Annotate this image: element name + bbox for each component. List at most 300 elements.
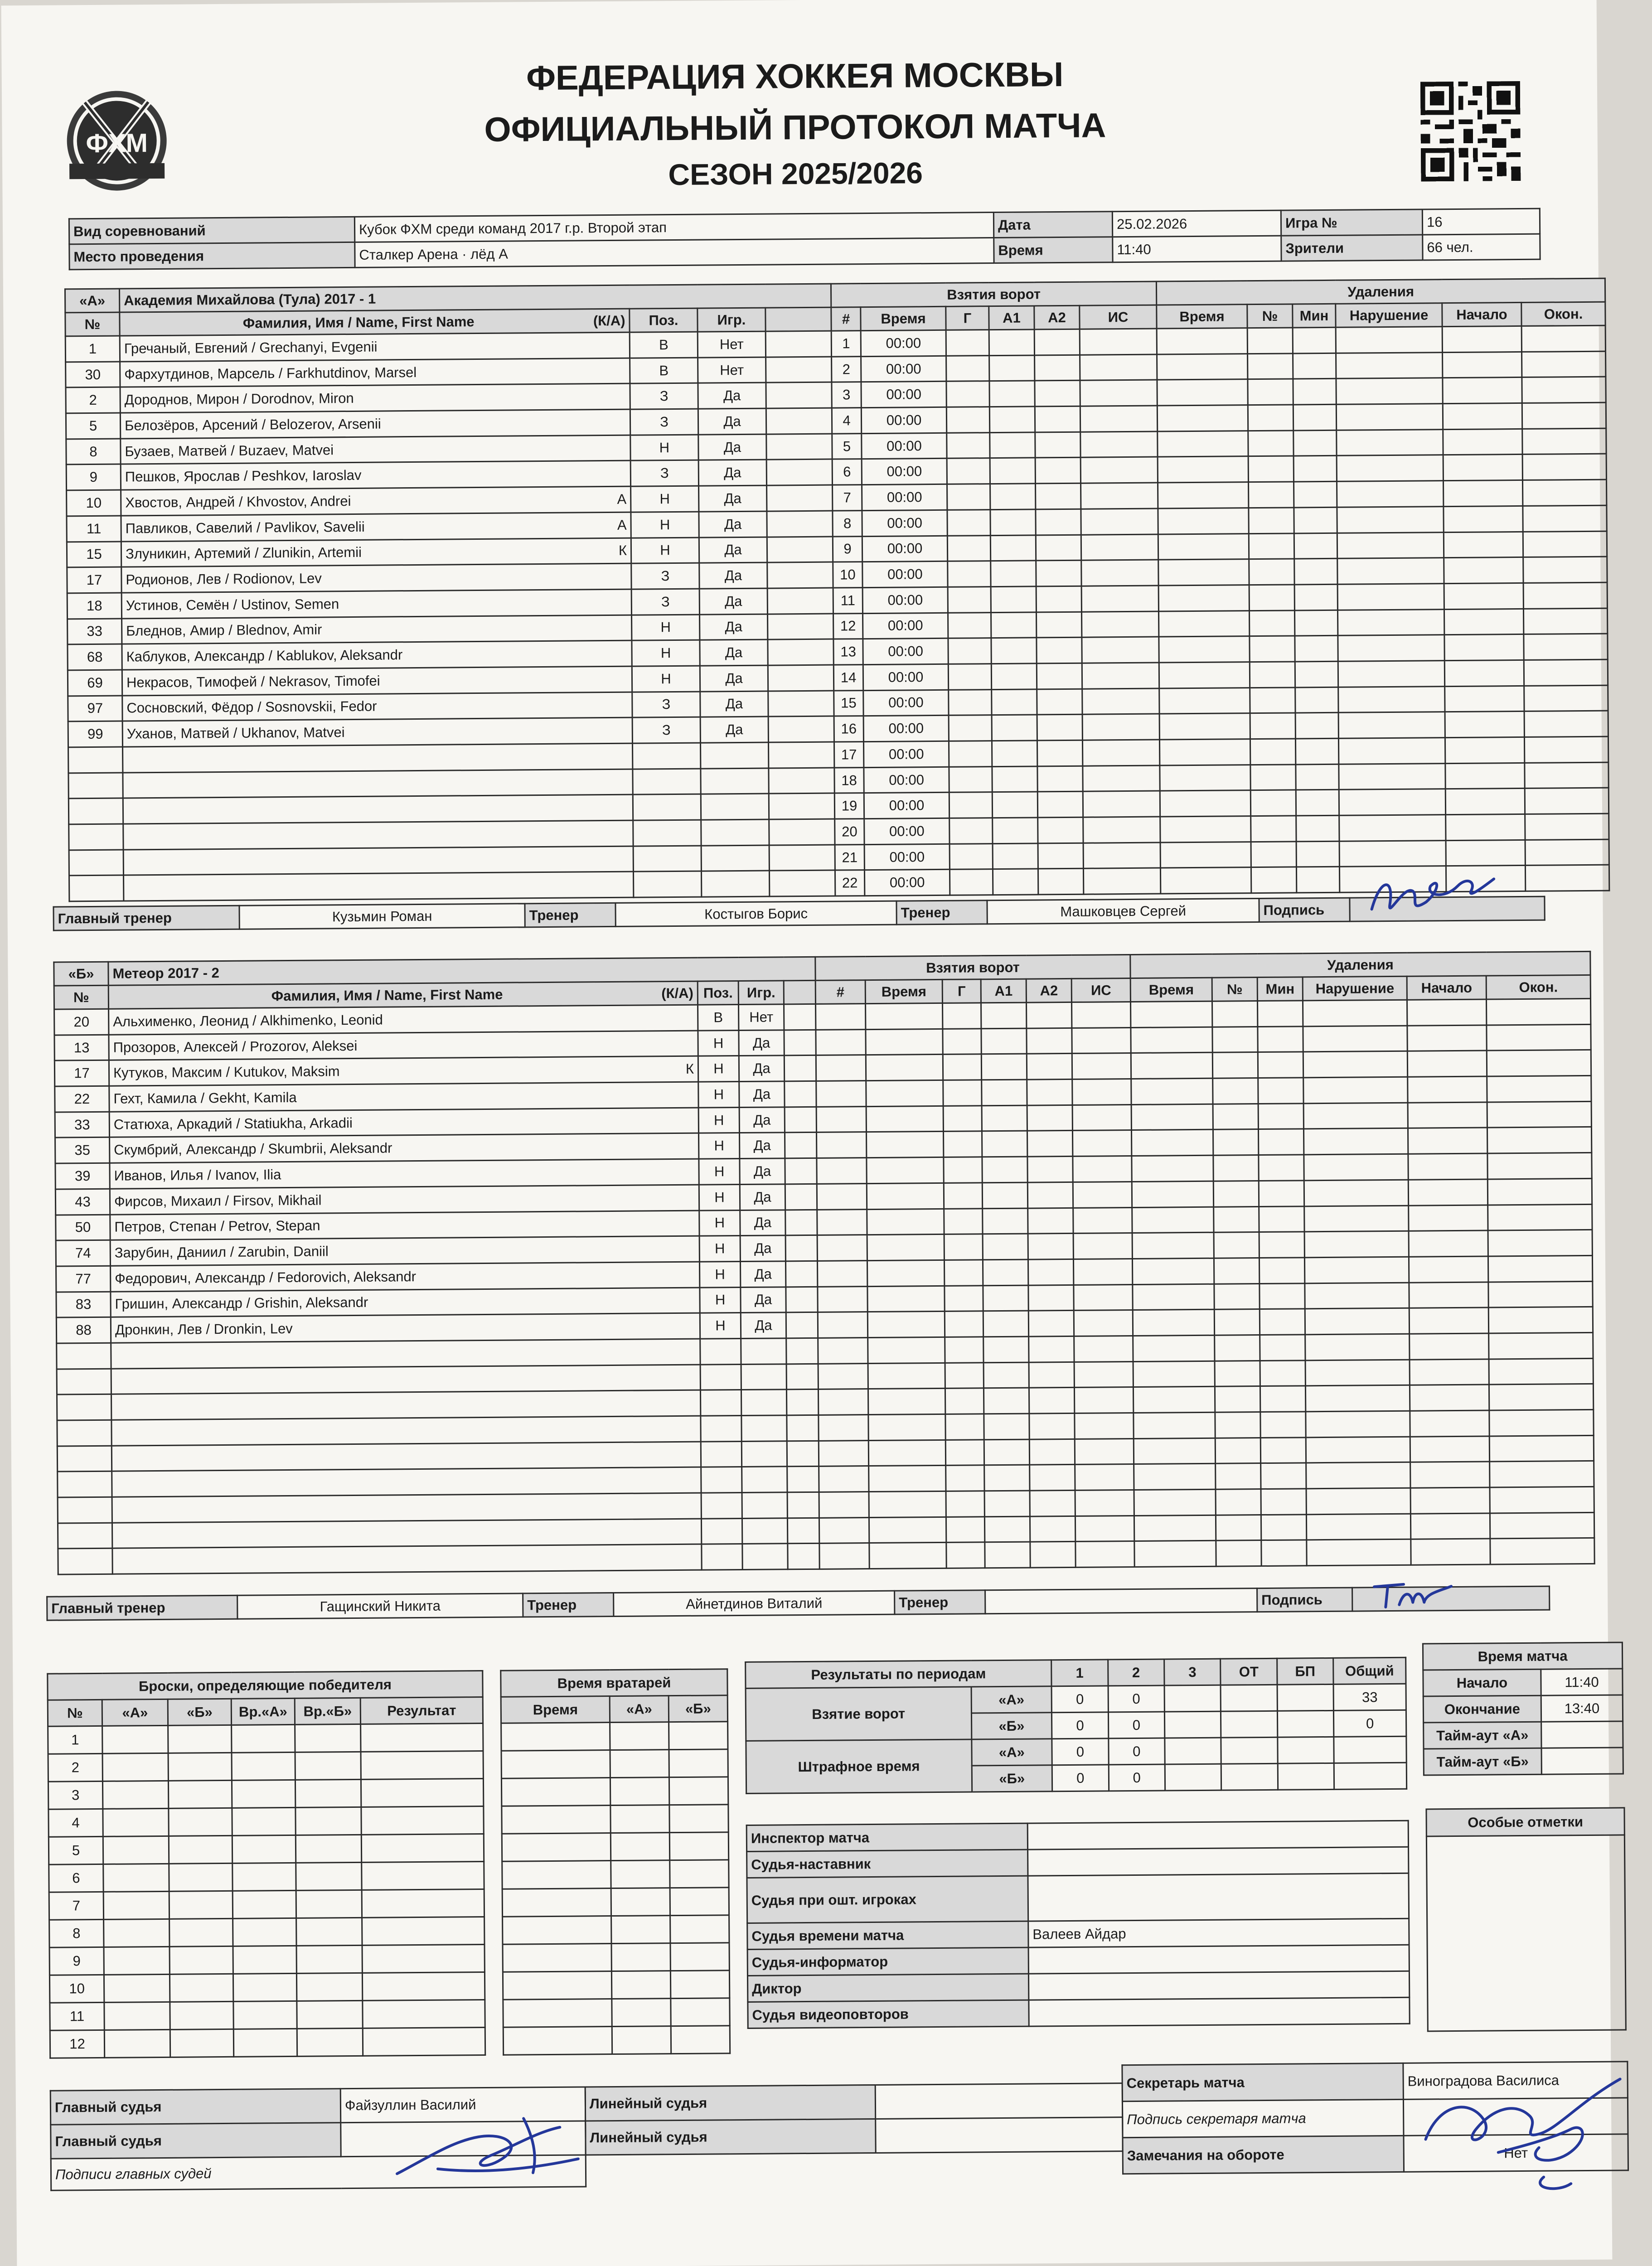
goalie-time-cell [671,2026,730,2054]
shootout-cell [362,1917,484,1946]
shootout-title: Броски, определяющие победителя [48,1671,483,1700]
goal-time: 00:00 [864,870,950,896]
pen-end [1525,813,1609,840]
pen-end [1523,505,1607,532]
goal-time: 00:00 [862,587,948,613]
pen-time [1133,1361,1215,1387]
player-name [111,1313,700,1343]
pen-end [1490,1486,1594,1513]
player-name [123,769,633,799]
goal-time [867,1183,944,1209]
goal-index [818,1338,868,1364]
pen-start [1444,480,1523,507]
shootout-number: 1 [48,1726,102,1754]
goal-situation [1075,1464,1134,1491]
goal-assist2 [1029,1439,1075,1465]
pen-number [1214,1206,1259,1232]
player-name [111,1365,700,1394]
goal-time: 00:00 [863,690,949,716]
team-a-tag: «А» [65,289,119,313]
spacer-cell [785,1184,817,1210]
pen-start [1445,737,1525,763]
goal-scorer [946,1491,984,1517]
player-name [110,1236,699,1266]
pen-a-p1: 0 [1052,1738,1109,1765]
goalie-col-time: Время [501,1696,610,1724]
shootout-row [48,1724,483,1754]
secretary-signature [1407,2061,1625,2198]
team-b-coach-2 [985,1588,1257,1614]
pen-minutes [1296,764,1339,790]
goal-time [866,1029,943,1055]
goal-situation [1072,1053,1131,1080]
player-played [741,1441,787,1467]
pen-start [1408,1076,1487,1103]
goals-b-p1: 0 [1052,1712,1109,1739]
player-number [57,1420,111,1446]
goalie-time-cell [502,1861,611,1889]
player-position: Н [700,1313,741,1339]
player-name [120,332,630,362]
goals-a-so [1277,1684,1334,1711]
goal-assist2 [1028,1259,1073,1285]
pen-start [1410,1462,1490,1488]
player-position: Н [698,1082,739,1108]
goalie-time-row [501,1749,728,1778]
shootout-cell [297,2028,363,2056]
goals-row-label: Взятие ворот [746,1687,971,1741]
goalie-time-row [501,1777,728,1806]
goals-a-p3 [1164,1685,1221,1712]
secretary-sign-label: Подпись секретаря матча [1122,2099,1404,2137]
mentor-value [1028,1847,1409,1876]
goal-assist1 [992,792,1037,818]
mentor-label: Судья-наставник [747,1850,1028,1878]
pen-end [1489,1384,1593,1410]
pen-start [1444,660,1524,686]
goal-scorer [943,1080,982,1106]
pen-number [1249,585,1294,610]
shootout-cell [170,2001,233,2029]
player-name [121,563,631,593]
goal-time [866,1055,943,1081]
pen-number [1213,1181,1259,1206]
player-number [58,1549,112,1575]
player-number [57,1343,111,1369]
pen-number [1248,353,1293,379]
goal-assist1 [991,663,1037,689]
pen-violation [1303,1026,1407,1052]
remarks-value: Нет [1404,2134,1628,2172]
player-played [742,1492,787,1518]
pen-minutes [1261,1489,1306,1515]
pen-start [1407,1051,1487,1077]
pen-start [1443,403,1522,430]
pen-number [1250,790,1296,816]
spacer-cell [768,639,833,665]
timekeeper-value: Валеев Айдар [1028,1918,1409,1947]
goal-time [869,1517,946,1543]
pen-number [1212,1026,1258,1052]
goalie-time-cell [669,1749,728,1777]
shootout-cell [296,1807,361,1835]
shootout-cell [170,1946,233,1974]
player-played: Нет [698,357,766,383]
goal-time: 00:00 [864,741,949,767]
player-played: Да [699,588,767,615]
goal-assist2 [1030,1516,1075,1542]
player-role: А [617,491,627,507]
goal-time: 00:00 [862,484,947,510]
player-position: З [630,460,698,487]
pen-violation [1306,1514,1410,1540]
pen-minutes [1294,584,1337,610]
goal-situation [1073,1130,1132,1157]
pen-number [1250,610,1295,636]
goal-assist1 [983,1388,1029,1414]
timeout-a-label: Тайм-аут «А» [1424,1722,1541,1749]
pen-minutes [1260,1438,1306,1463]
goal-index: 10 [833,562,862,588]
goal-index [816,1081,866,1107]
pen-minutes [1294,507,1337,533]
pen-number [1212,1001,1258,1027]
pen-start [1409,1256,1488,1283]
goal-assist2 [1036,535,1081,561]
player-name [121,538,631,567]
team-b-sign-label: Подпись [1257,1588,1352,1612]
player-number [68,747,123,773]
goal-time: 00:00 [861,356,946,382]
goal-time [868,1389,945,1415]
officials-table [746,1820,1410,2029]
team-b-roster-table [53,951,1595,1575]
goal-time: 00:00 [863,613,948,639]
goal-assist1 [989,329,1034,355]
goal-assist1 [983,1311,1028,1336]
pen-violation [1338,686,1445,712]
col-pen-start: Начало [1407,976,1486,1000]
pen-end [1525,762,1608,789]
spacer-cell [786,1390,818,1415]
player-position [700,1338,741,1364]
spacer-cell [785,1235,817,1261]
player-position: Н [632,666,700,692]
player-played: Да [699,511,767,537]
player-name [123,820,633,850]
player-played: Нет [739,1004,784,1030]
protocol-sheet [1,0,1613,2266]
goalie-time-cell [501,1750,610,1779]
shootout-row [48,1806,484,1837]
fhm-logo [60,84,174,198]
pen-number [1215,1412,1260,1438]
goal-assist1 [990,458,1035,484]
goal-situation [1075,1413,1134,1439]
goal-situation [1073,1259,1132,1285]
player-name [120,384,630,413]
shootout-cell [104,1974,170,2002]
pen-start [1410,1385,1489,1411]
shootout-cell [233,1946,296,1974]
pen-number [1214,1309,1260,1335]
player-name [123,743,633,773]
team-a-coach-label-1: Тренер [525,903,615,927]
pen-violation [1305,1334,1410,1360]
goal-scorer [949,792,992,818]
goalie-time-row [503,1915,729,1944]
video-judge-value [1029,1997,1410,2026]
pen-minutes [1294,430,1337,456]
goal-situation [1080,329,1157,355]
shootout-row [49,1889,484,1920]
goal-assist2 [1027,1054,1072,1080]
spacer-cell [769,793,834,819]
player-name [109,1031,698,1060]
spacer-cell [766,460,832,486]
goal-assist2 [1035,406,1080,432]
goal-situation [1075,1516,1134,1542]
team-a-coach-label-2: Тренер [896,901,987,925]
pen-number [1215,1438,1260,1463]
player-played: Да [700,665,768,692]
player-played: Да [741,1312,786,1338]
shootout-cell [170,1974,233,2002]
shootout-number: 4 [48,1809,103,1837]
pen-minutes [1259,1181,1304,1206]
goal-assist2 [1037,766,1083,792]
goal-assist2 [1036,560,1081,586]
shootout-cell [104,1946,170,1975]
pen-minutes [1259,1206,1304,1232]
player-name-text: Хвостов, Андрей / Khvostov, Andrei [125,493,351,511]
spacer-cell [786,1287,818,1312]
goal-assist1 [990,432,1035,458]
goal-time [867,1132,944,1158]
goal-situation [1075,1541,1134,1568]
pen-violation [1336,352,1443,378]
spacer-cell [766,357,832,383]
goal-assist1 [991,586,1036,612]
goalie-time-cell [669,1805,728,1833]
pen-violation [1306,1488,1410,1514]
pen-end [1522,428,1606,455]
player-name-text: Уханов, Матвей / Ukhanov, Matvei [126,724,345,742]
goalie-time-cell [611,1916,670,1944]
col-position: Поз. [630,308,698,332]
game-number-label: Игра № [1281,209,1422,236]
pen-time [1159,713,1250,740]
match-start-label: Начало [1423,1669,1541,1696]
goalie-time-row [503,1971,729,2000]
timeout-b-value [1541,1748,1623,1774]
spacer-cell [767,485,833,511]
player-name [121,589,631,619]
player-name [122,640,632,670]
spacer-cell [787,1441,819,1467]
goalie-time-row [503,1998,730,2027]
pen-time [1133,1258,1214,1284]
date-label: Дата [993,212,1112,238]
pen-violation [1338,712,1445,738]
shootout-cell [233,1918,296,1946]
player-name-text: Некрасов, Тимофей / Nekrasov, Timofei [126,673,380,691]
date-value: 25.02.2026 [1112,210,1281,237]
pen-start [1410,1333,1489,1360]
pen-time [1131,1053,1212,1079]
pen-start [1411,1539,1490,1565]
spacer-cell [784,1004,816,1030]
player-name-text: Статюха, Аркадий / Statiukha, Arkadii [113,1114,353,1133]
period-1-header: 1 [1051,1660,1108,1686]
pen-start [1408,1179,1487,1206]
main-referees-sign-caption: Подписи главных судей [51,2155,586,2190]
shootout-cell [296,1917,362,1946]
spacer-cell [785,1158,817,1184]
pen-number [1248,379,1293,405]
player-number: 33 [68,619,122,645]
pen-violation [1337,429,1443,455]
spacer-cell [785,1261,817,1287]
player-name [109,1005,698,1035]
shootout-cell [361,1806,484,1835]
team-a-coaches-row [53,896,1545,931]
goal-assist1 [989,407,1035,432]
shootout-row [48,1834,484,1865]
pen-time [1134,1541,1216,1567]
goal-index: 8 [833,510,862,536]
shootout-cell [102,1781,168,1809]
team-a-goals-title: Взятия ворот [831,281,1156,307]
goal-assist2 [1038,817,1083,843]
goal-time: 00:00 [861,330,946,356]
col-goal-time: Время [861,306,946,330]
shootout-col: Результат [360,1697,483,1724]
shootout-cell [295,1752,361,1780]
goal-assist1 [992,766,1037,792]
spacer-cell [768,665,833,691]
goal-assist1 [992,741,1037,766]
player-name-text: Злуникин, Артемий / Zlunikin, Artemii [125,544,362,562]
goalie-time-cell [610,1777,669,1806]
col-assist2: А2 [1034,305,1080,329]
col-goal-scorer: Г [942,979,981,1003]
pen-a-so [1278,1737,1334,1763]
qr-code [1420,81,1521,182]
goal-assist2 [1029,1388,1074,1414]
team-b-coach-label-2: Тренер [895,1590,985,1614]
pen-start [1443,352,1522,378]
pen-start [1443,429,1522,455]
pen-number [1214,1258,1260,1283]
player-name-text: Павликов, Савелий / Pavlikov, Savelii [125,518,365,537]
pen-time [1131,1027,1212,1053]
spacer-cell [766,382,832,408]
player-name-text: Белозёров, Арсений / Belozerov, Arsenii [124,416,381,434]
player-played [701,794,769,820]
player-number: 9 [66,464,121,490]
shootout-row [50,2000,485,2031]
pen-violation [1338,609,1444,635]
goal-assist1 [982,1080,1027,1105]
goal-index: 11 [833,587,862,613]
shootout-cell [296,1945,362,1973]
goal-time: 00:00 [863,664,948,690]
goal-index [818,1312,867,1338]
pen-number [1250,662,1295,688]
player-number [58,1472,112,1498]
goal-index: 20 [835,819,864,845]
remarks-label: Замечания на обороте [1123,2135,1404,2174]
shootout-cell [361,1751,483,1780]
pen-violation [1305,1385,1410,1412]
shootout-cell [363,2000,485,2029]
goal-time: 00:00 [864,844,950,870]
goal-scorer [943,1028,981,1054]
goalie-time-cell [610,1750,669,1778]
pen-end [1488,1204,1592,1230]
col-pen-number: № [1247,304,1293,328]
spacer-cell [768,716,834,742]
goal-assist1 [991,612,1037,638]
player-number: 88 [56,1317,111,1343]
pen-violation [1306,1462,1410,1489]
pen-end [1488,1230,1592,1256]
col-pen-end: Окон. [1486,975,1590,999]
goal-situation [1074,1336,1133,1362]
goal-scorer [946,355,989,381]
goals-b-p3 [1164,1711,1221,1738]
goal-assist1 [983,1208,1028,1234]
goal-assist1 [982,1105,1027,1131]
goal-time [867,1260,944,1286]
goal-assist1 [993,843,1038,869]
col-goal-scorer: Г [946,306,989,330]
shootout-cell [104,2002,170,2030]
player-played: Да [739,1081,785,1107]
goal-assist2 [1027,1079,1072,1105]
pen-time [1133,1309,1214,1336]
goal-situation [1082,611,1159,638]
pen-b-p3 [1165,1764,1221,1791]
pen-time [1131,1104,1213,1130]
pen-time [1160,739,1250,765]
shootout-row [49,1917,484,1948]
team-b-coach-label-1: Тренер [523,1593,614,1617]
goal-index: 5 [832,433,862,459]
player-name-text: Фирсов, Михаил / Firsov, Mikhail [114,1192,322,1210]
pen-violation [1337,584,1444,610]
match-time-title: Время матча [1423,1642,1622,1670]
shootout-cell [102,1725,168,1753]
penalty-row-label: Штрафное время [746,1739,972,1793]
video-judge-label: Судья видеоповторов [748,2000,1029,2028]
pen-end [1522,351,1606,378]
goal-assist1 [983,1285,1028,1311]
goal-index: 22 [835,870,864,896]
penalty-box-judge-label: Судья при ошт. игроках [747,1876,1028,1923]
goal-situation [1073,1181,1132,1208]
player-played: Да [700,717,768,743]
goalie-time-row [502,1860,729,1889]
goalie-time-row [502,1832,728,1861]
goal-assist1 [990,535,1036,561]
goal-assist2 [1029,1362,1074,1388]
shootout-cell [233,2001,297,2029]
team-a-coach-2: Машковцев Сергей [987,899,1259,924]
goal-index: 6 [832,459,862,485]
goal-index: 17 [834,742,864,768]
